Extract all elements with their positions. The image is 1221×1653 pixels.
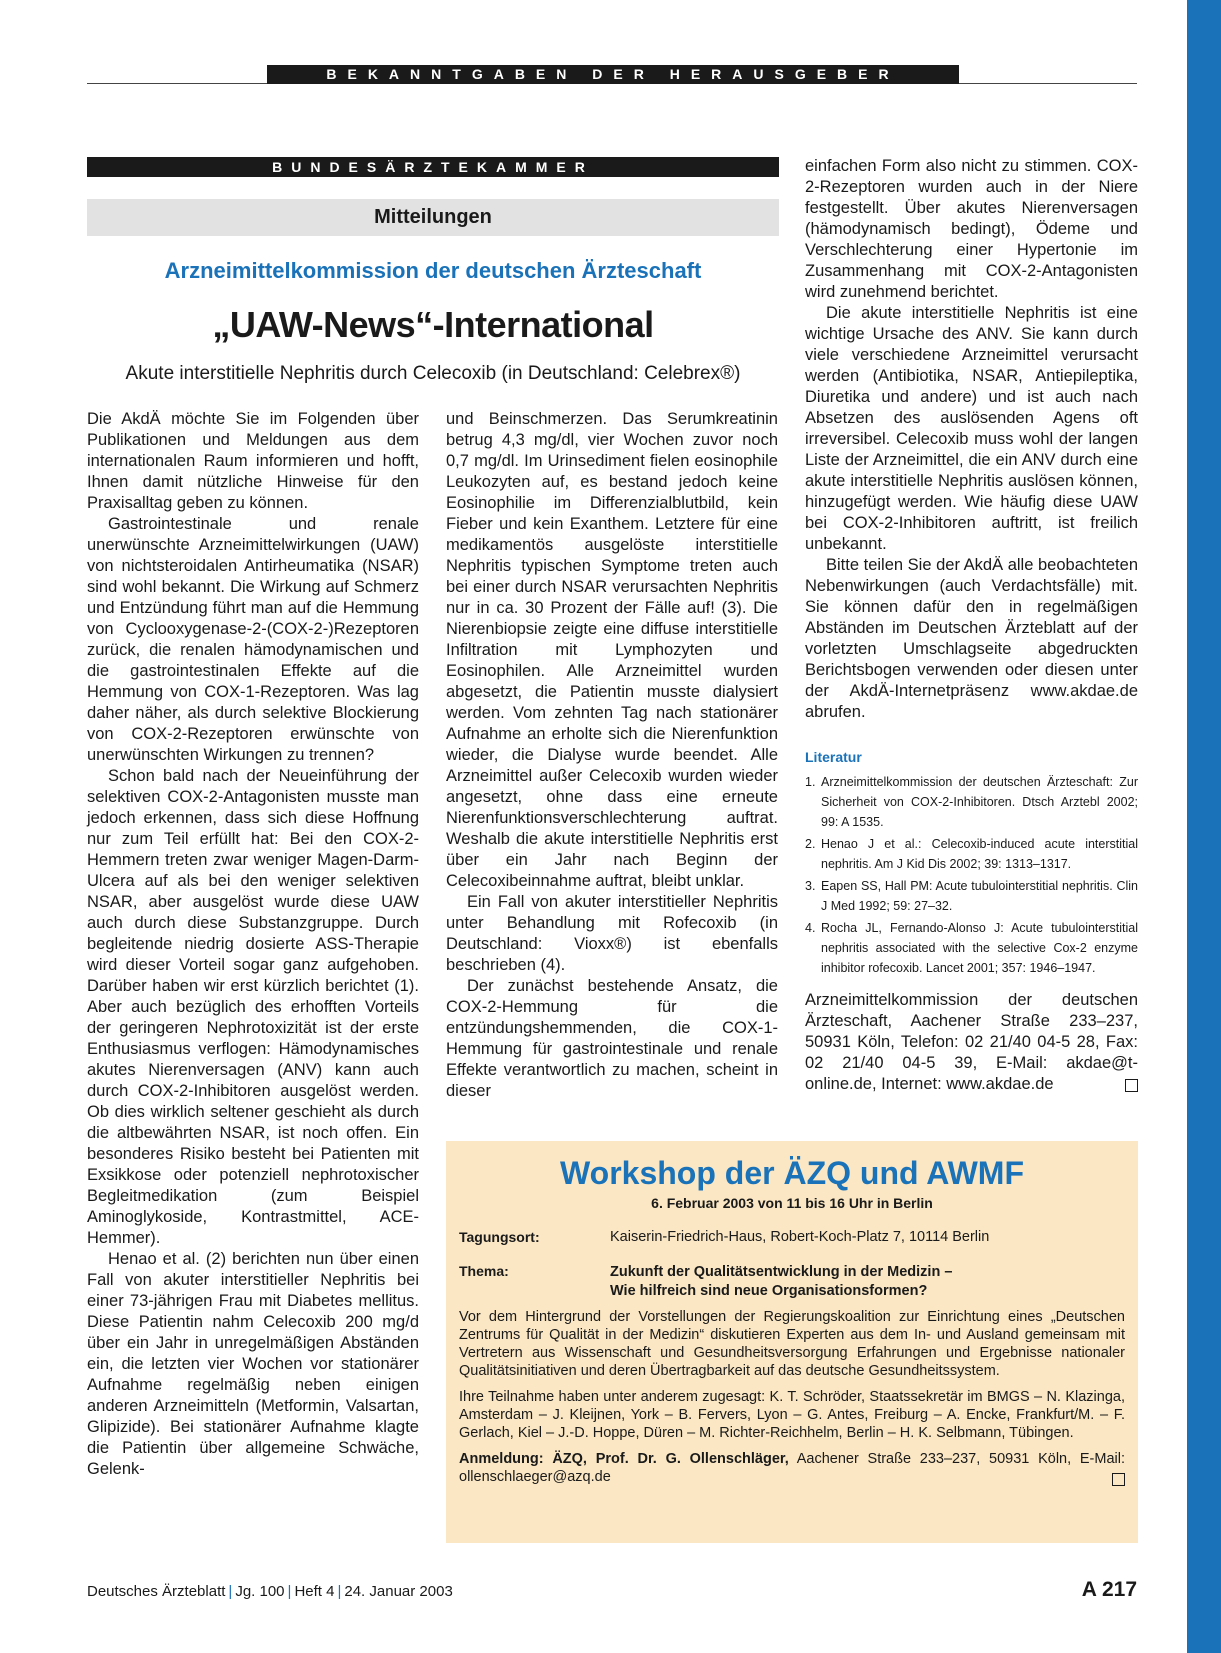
literature-text: Arzneimittelkommission der deutschen Ärzteschaft: Zur Sicherheit von COX-2-Inhibitoren. Dtsch Arztebl 2002; 99: A 1535. xyxy=(821,775,1138,829)
footer-volume: Jg. 100 xyxy=(235,1583,285,1600)
article-column-3 xyxy=(805,156,1138,1095)
workshop-announcement xyxy=(446,1141,1138,1543)
literature-item xyxy=(805,772,1138,832)
paragraph: Die AkdÄ möchte Sie im Folgenden über Publikationen und Meldungen aus dem internationalen Raum informieren und hofft, Ihnen damit nützliche Hinweise für den Praxisalltag geben zu können. xyxy=(87,410,419,512)
paragraph: Bitte teilen Sie der AkdÄ alle beobachteten Nebenwirkungen (auch Verdachtsfälle) mit. Sie können dafür den in regelmäßigen Abständen im Deutschen Ärzteblatt auf der vorletzten Umschlagseite abgedruckten Berichtsbogen verwenden oder diesen unter der AkdÄ-Internetpräsenz www.akdae.de abrufen. xyxy=(805,556,1138,721)
footer-separator: | xyxy=(228,1583,233,1600)
workshop-topic-line: Zukunft der Qualitätsentwicklung in der Medizin – xyxy=(610,1264,953,1280)
running-head: BEKANNTGABEN DER HERAUSGEBER xyxy=(267,65,959,84)
workshop-participants: Ihre Teilnahme haben unter anderem zugesagt: K. T. Schröder, Staatssekretär im BMGS – N. Klazinga, Amsterdam – J. Kleijnen, York – B. Fervers, Lyon – G. Antes, Freiburg – A. Encke, Frankfurt/M. – F. Gerlach, Kiel – J.-D. Hoppe, Düren – M. Richter-Reichhelm, Berlin – H. K. Selbmann, Tübingen. xyxy=(459,1389,1125,1441)
workshop-venue-label: Tagungsort: xyxy=(459,1229,540,1245)
literature-number: 2. xyxy=(805,837,816,851)
paragraph: und Beinschmerzen. Das Serumkreatinin betrug 4,3 mg/dl, vier Wochen zuvor noch 0,7 mg/dl. Im Urinsediment fielen eosinophile Leukozyten auf, es bestand jedoch keine Eosinophilie im Differenzialblutbild, kein Fieber und kein Exanthem. Letztere für eine medikamentös ausgelöste interstitielle Nephritis typischen Symptome treten auch bei einer durch NSAR verursachten Nephritis nur in ca. 30 Prozent der Fälle auf! (3). Die Nierenbiopsie zeigte eine diffuse interstitielle Infiltration mit Lymphozyten und Eosinophilen. Alle Arzneimittel wurden abgesetzt, die Patientin musste dialysiert werden. Vom zehnten Tag nach stationärer Aufnahme an erholte sich die Nierenfunktion wieder, die Dialyse wurde beendet. Alle Arzneimittel außer Celecoxib wurden wieder angesetzt, ohne dass eine erneute Nierenfunktionsverschlechterung auftrat. Weshalb die akute interstitielle Nephritis erst über ein Jahr nach Beginn der Celecoxibeinnahme auftrat, bleibt unklar. xyxy=(446,410,778,890)
literature-heading: Literatur xyxy=(805,749,862,765)
paragraph: Die akute interstitielle Nephritis ist eine wichtige Ursache des ANV. Sie kann durch viele verschiedene Arzneimittel verursacht werden (Antibiotika, NSAR, Antiepileptika, Diuretika und andere) und ist auch nach Absetzen des auslösenden Agens oft irreversibel. Celecoxib muss wohl der langen Liste der Arzneimittel, die ein ANV durch eine akute interstitielle Nephritis auslösen können, hinzugefügt werden. Wie häufig diese UAW bei COX-2-Inhibitoren auftritt, ist freilich unbekannt. xyxy=(805,304,1138,553)
literature-item xyxy=(805,876,1138,916)
contact-info xyxy=(805,990,1138,1095)
paragraph: Ein Fall von akuter interstitieller Nephritis unter Behandlung mit Rofecoxib (in Deutschland: Vioxx®) ist ebenfalls beschrieben (4). xyxy=(446,893,778,974)
paragraph: Der zunächst bestehende Ansatz, die COX-2-Hemmung für die entzündungshemmenden, die COX-1-Hemmung für gastrointestinale und renale Effekte verantwortlich zu machen, scheint in dieser xyxy=(446,977,778,1100)
literature-text: Henao J et al.: Celecoxib-induced acute interstitial nephritis. Am J Kid Dis 2002; 39: 1313–1317. xyxy=(821,837,1138,871)
literature-list xyxy=(805,772,1138,978)
footer-issue: Heft 4 xyxy=(294,1583,335,1600)
paragraph: Schon bald nach der Neueinführung der selektiven COX-2-Antagonisten musste man jedoch erkennen, dass sich diese Hoffnung nur zum Teil erfüllt hat: Bei den COX-2-Hemmern treten zwar weniger Magen-Darm-Ulcera auf als bei den weniger selektiven NSAR, aber ausgelöst wurde diese UAW auch durch diese Substanzgruppe. Durch begleitende niedrig dosierte ASS-Therapie wird dieser Vorteil sogar ganz aufgehoben. Darüber haben wir erst kürzlich berichtet (1). Aber auch bezüglich des erhofften Vorteils der geringeren Nephrotoxizität ist der erste Enthusiasmus verflogen: Hämodynamisches akutes Nierenversagen (ANV) kann auch durch COX-2-Inhibitoren ausgelöst werden. Ob dies wirklich seltener geschieht als durch die altbewährten NSAR, ist noch offen. Ein besonderes Risiko besteht bei Patienten mit Exsikkose oder potenziell nephrotoxischer Begleitmedikation (zum Beispiel Aminoglykoside, Kontrastmittel, ACE-Hemmer). xyxy=(87,767,419,1247)
registration-label: Anmeldung: ÄZQ, Prof. Dr. G. Ollenschläger, xyxy=(459,1451,789,1467)
article-org-title: Arzneimittelkommission der deutschen Ärzteschaft xyxy=(164,258,702,283)
page-edge-strip xyxy=(1187,0,1221,1653)
article-column-2 xyxy=(446,409,778,1102)
article-subheadline: Akute interstitielle Nephritis durch Celecoxib (in Deutschland: Celebrex®) xyxy=(125,363,741,384)
workshop-topic-label: Thema: xyxy=(459,1263,509,1279)
contact-text: Arzneimittelkommission der deutschen Ärzteschaft, Aachener Straße 233–237, 50931 Köln, Telefon: 02 21/40 04-5 28, Fax: 02 21/40 04-5 39, E-Mail: akdae@t-online.de, Internet: www.akdae.de xyxy=(805,991,1138,1093)
workshop-registration xyxy=(459,1450,1125,1486)
workshop-title: Workshop der ÄZQ und AWMF xyxy=(560,1155,1024,1191)
literature-item xyxy=(805,918,1138,978)
footer-separator: | xyxy=(337,1583,342,1600)
article-headline: „UAW-News“-International xyxy=(212,304,654,345)
literature-text: Eapen SS, Hall PM: Acute tubulointerstitial nephritis. Clin J Med 1992; 59: 27–32. xyxy=(821,879,1138,913)
paragraph: einfachen Form also nicht zu stimmen. COX-2-Rezeptoren wurden auch in der Niere festgestellt. Über akutes Nierenversagen (hämodynamisch bedingt), Ödeme und Verschlechterung einer Hypertonie im Zusammenhang mit COX-2-Antagonisten wird zunehmend berichtet. xyxy=(805,157,1138,301)
paragraph: Gastrointestinale und renale unerwünschte Arzneimittelwirkungen (UAW) von nichtsteroidalen Antirheumatika (NSAR) sind wohl bekannt. Die Wirkung auf Schmerz und Entzündung führt man auf die Hemmung von Cyclooxygenase-2-(COX-2-)Rezeptoren zurück, die renalen hämodynamischen und die gastrointestinalen Effekte auf die Hemmung von COX-1-Rezeptoren. Was lag daher näher, als durch selektive Blockierung von COX-2-Rezeptoren erwünschte von unerwünschten Wirkungen zu trennen? xyxy=(87,515,419,764)
section-label: BUNDESÄRZTEKAMMER xyxy=(87,157,779,177)
paragraph: Henao et al. (2) berichten nun über einen Fall von akuter interstitieller Nephritis bei einer 73-jährigen Frau mit Diabetes mellitus. Diese Patientin nahm Celecoxib 200 mg/d über ein Jahr in unregelmäßigen Abständen ein, die letzten vier Wochen vor stationärer Aufnahme regelmäßig neben einigen anderen Arzneimitteln (Metformin, Valsartan, Glipizide). Bei stationärer Aufnahme klagte die Patientin über allgemeine Schwäche, Gelenk- xyxy=(87,1250,419,1478)
workshop-venue: Kaiserin-Friedrich-Haus, Robert-Koch-Platz 7, 10114 Berlin xyxy=(610,1229,990,1245)
workshop-date: 6. Februar 2003 von 11 bis 16 Uhr in Berlin xyxy=(651,1195,933,1211)
section-title: Mitteilungen xyxy=(87,199,779,236)
literature-number: 4. xyxy=(805,921,816,935)
literature-text: Rocha JL, Fernando-Alonso J: Acute tubulointerstitial nephritis associated with the selective Cox-2 enzyme inhibitor rofecoxib. Lancet 2001; 357: 1946–1947. xyxy=(821,921,1138,975)
literature-item xyxy=(805,834,1138,874)
end-mark-icon xyxy=(1125,1079,1138,1092)
footer-separator: | xyxy=(287,1583,292,1600)
footer-date: 24. Januar 2003 xyxy=(344,1583,453,1600)
registration-text: Aachener Straße 233–237, 50931 Köln, E-Mail: ollenschlaeger@azq.de xyxy=(459,1451,1125,1485)
literature-number: 3. xyxy=(805,879,816,893)
literature-number: 1. xyxy=(805,775,816,789)
page-number: A 217 xyxy=(1081,1578,1137,1601)
workshop-topic xyxy=(610,1263,1110,1301)
footer-journal: Deutsches Ärzteblatt xyxy=(87,1583,226,1600)
footer-citation xyxy=(87,1583,453,1600)
article-column-1 xyxy=(87,409,419,1480)
end-mark-icon xyxy=(1112,1473,1125,1486)
workshop-topic-line: Wie hilfreich sind neue Organisationsformen? xyxy=(610,1283,928,1299)
workshop-description: Vor dem Hintergrund der Vorstellungen der Regierungskoalition zur Einrichtung eines „Deutschen Zentrums für Qualität in der Medizin“ diskutieren Experten aus dem In- und Ausland gemeinsam mit Vertretern aus Wissenschaft und Gesundheitsversorgung Erfahrungen und Ergebnisse nationaler Qualitätsinitiativen und deren Übertragbarkeit auf das deutsche Gesundheitssystem. xyxy=(459,1309,1125,1379)
